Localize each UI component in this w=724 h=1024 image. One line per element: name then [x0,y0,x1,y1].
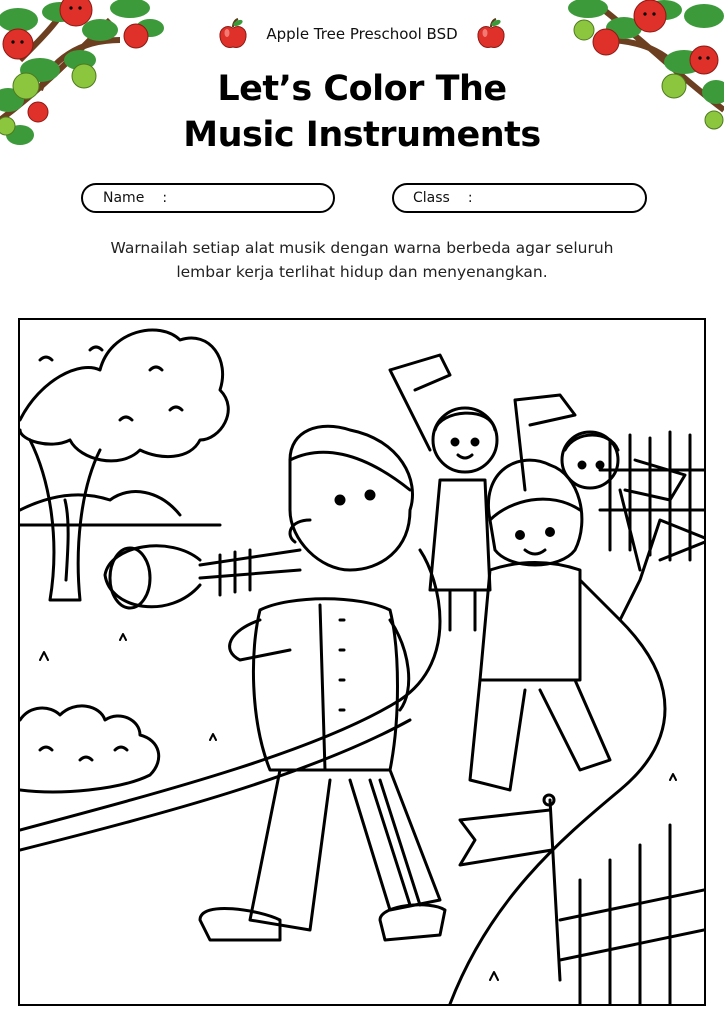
trumpet-boy [105,426,445,940]
apple-icon [218,18,248,50]
left-bush [20,706,159,792]
school-name: Apple Tree Preschool BSD [266,25,458,43]
worksheet-title [0,66,724,158]
title-line-2: Music Instruments [183,115,541,155]
name-label: Name [103,190,145,206]
class-label: Class [413,190,450,206]
apple-icon [476,18,506,50]
instruction-line-2: lembar kerja terlihat hidup dan menyenangkan. [176,263,548,281]
coloring-illustration[interactable] [18,318,706,1006]
class-field[interactable] [392,183,647,213]
name-colon: : [162,190,168,206]
name-field[interactable] [81,183,335,213]
walking-path [20,550,665,1004]
school-header [0,16,724,52]
class-colon: : [467,190,473,206]
girl-with-flag [390,355,575,630]
title-line-1: Let’s Color The [217,69,507,109]
instruction-text [60,236,664,284]
instruction-line-1: Warnailah setiap alat musik dengan warna berbeda agar seluruh [110,239,614,257]
